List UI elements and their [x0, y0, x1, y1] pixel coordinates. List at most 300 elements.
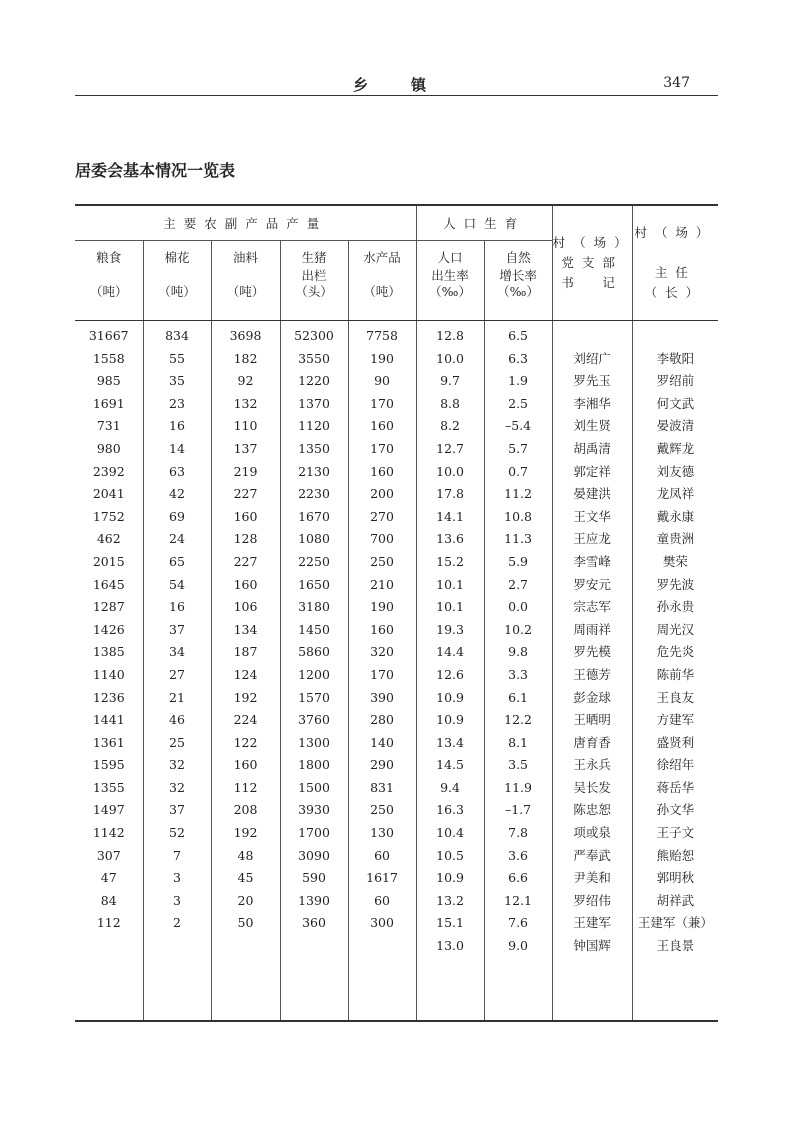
- table-row: [75, 528, 718, 551]
- cell-hogs: 1080: [280, 528, 348, 551]
- empty-cell: [552, 958, 632, 1021]
- cell-growth-rate: 3.3: [484, 664, 552, 687]
- cell-growth-rate: 6.3: [484, 348, 552, 371]
- cell-party-secretary: 晏建洪: [552, 483, 632, 506]
- cell-cotton: 7: [143, 845, 211, 868]
- cell-hogs: 1700: [280, 822, 348, 845]
- cell-oilseed: 219: [211, 461, 280, 484]
- cell-cotton: 32: [143, 777, 211, 800]
- table-row: [75, 799, 718, 822]
- table-row: [75, 777, 718, 800]
- cell-birth-rate: 8.8: [416, 393, 484, 416]
- cell-birth-rate: 10.0: [416, 348, 484, 371]
- header-line: 党支部: [561, 255, 623, 270]
- cell-hogs: 1390: [280, 890, 348, 913]
- cell-party-secretary: 陈忠恕: [552, 799, 632, 822]
- table-filler-row: [75, 958, 718, 1021]
- cell-cotton: 35: [143, 370, 211, 393]
- cell-cotton: 46: [143, 709, 211, 732]
- table-row: [75, 709, 718, 732]
- cell-cotton: 2: [143, 912, 211, 935]
- cell-oilseed: 227: [211, 483, 280, 506]
- cell-party-secretary: 王建军: [552, 912, 632, 935]
- cell-director: 危先炎: [632, 641, 718, 664]
- cell-aquatic: 7758: [348, 321, 416, 348]
- cell-grain: 1595: [92, 757, 125, 773]
- cell-aquatic: 130: [348, 822, 416, 845]
- cell-birth-rate: 10.9: [416, 867, 484, 890]
- cell-cotton: 55: [143, 348, 211, 371]
- cell-growth-rate: 5.9: [484, 551, 552, 574]
- cell-aquatic: 160: [348, 619, 416, 642]
- cell-aquatic: 200: [348, 483, 416, 506]
- cell-aquatic: 300: [348, 912, 416, 935]
- table-row: [75, 438, 718, 461]
- cell-oilseed: 124: [211, 664, 280, 687]
- column-name: 油料: [232, 250, 258, 265]
- cell-oilseed: 160: [211, 574, 280, 597]
- cell-growth-rate: 6.1: [484, 687, 552, 710]
- cell-party-secretary: 严奉武: [552, 845, 632, 868]
- cell-birth-rate: 9.7: [416, 370, 484, 393]
- cell-grain: 1645: [92, 576, 125, 592]
- table-row: [75, 506, 718, 529]
- cell-cotton: 3: [143, 867, 211, 890]
- cell-cotton: 16: [143, 596, 211, 619]
- table-row: [75, 619, 718, 642]
- group-header-agri-products: 主要农副产品产量: [75, 205, 416, 241]
- cell-hogs: 1450: [280, 619, 348, 642]
- cell-growth-rate: 12.1: [484, 890, 552, 913]
- cell-director: [632, 321, 718, 348]
- cell-party-secretary: 罗先模: [552, 641, 632, 664]
- cell-grain: 1287: [92, 599, 125, 615]
- column-header-birth-rate: [416, 241, 484, 321]
- cell-director: 龙凤祥: [632, 483, 718, 506]
- cell-aquatic: 140: [348, 732, 416, 755]
- cell-director: 童贵洲: [632, 528, 718, 551]
- cell-growth-rate: 0.7: [484, 461, 552, 484]
- cell-growth-rate: –1.7: [484, 799, 552, 822]
- cell-grain: 1355: [92, 779, 125, 795]
- cell-cotton: [143, 935, 211, 958]
- cell-oilseed: 20: [211, 890, 280, 913]
- table-row: [75, 393, 718, 416]
- cell-director: 方建军: [632, 709, 718, 732]
- cell-grain: 731: [96, 418, 121, 434]
- cell-party-secretary: 李湘华: [552, 393, 632, 416]
- cell-aquatic: 170: [348, 438, 416, 461]
- cell-cotton: 34: [143, 641, 211, 664]
- table-row: [75, 687, 718, 710]
- table-row: [75, 574, 718, 597]
- cell-oilseed: 137: [211, 438, 280, 461]
- table-row: [75, 890, 718, 913]
- cell-grain: 462: [96, 531, 121, 547]
- cell-oilseed: 45: [211, 867, 280, 890]
- cell-aquatic: 190: [348, 596, 416, 619]
- cell-hogs: 2250: [280, 551, 348, 574]
- cell-oilseed: 128: [211, 528, 280, 551]
- cell-hogs: 1120: [280, 415, 348, 438]
- table-row: [75, 641, 718, 664]
- cell-hogs: 1670: [280, 506, 348, 529]
- empty-cell: [143, 958, 211, 1021]
- cell-director: 樊荣: [632, 551, 718, 574]
- header-director: [632, 205, 718, 321]
- column-header-grain: [75, 241, 143, 321]
- cell-director: 刘友德: [632, 461, 718, 484]
- empty-cell: [348, 958, 416, 1021]
- cell-hogs: 52300: [280, 321, 348, 348]
- header-line: 书 记: [561, 275, 623, 290]
- cell-aquatic: 250: [348, 799, 416, 822]
- empty-cell: [484, 958, 552, 1021]
- column-unit: （吨）: [89, 284, 128, 299]
- cell-cotton: 834: [143, 321, 211, 348]
- cell-hogs: 3180: [280, 596, 348, 619]
- cell-hogs: 1370: [280, 393, 348, 416]
- cell-birth-rate: 10.9: [416, 687, 484, 710]
- cell-birth-rate: 15.1: [416, 912, 484, 935]
- cell-hogs: 1350: [280, 438, 348, 461]
- running-head: [75, 70, 718, 96]
- cell-party-secretary: 周雨祥: [552, 619, 632, 642]
- column-name: 出栏: [301, 268, 327, 283]
- cell-hogs: 1650: [280, 574, 348, 597]
- cell-director: 王子文: [632, 822, 718, 845]
- cell-director: 王良景: [632, 935, 718, 958]
- empty-cell: [632, 958, 718, 1021]
- village-committee-table: [75, 204, 718, 1022]
- cell-grain: 1441: [92, 712, 125, 728]
- cell-grain: 47: [100, 870, 117, 886]
- column-name: 人口: [437, 250, 463, 265]
- cell-birth-rate: 14.5: [416, 754, 484, 777]
- cell-director: 孙文华: [632, 799, 718, 822]
- cell-birth-rate: 10.1: [416, 596, 484, 619]
- cell-grain: 84: [100, 892, 117, 908]
- cell-grain: 1236: [92, 689, 125, 705]
- cell-aquatic: 60: [348, 890, 416, 913]
- cell-oilseed: 110: [211, 415, 280, 438]
- table-title: 居委会基本情况一览表: [75, 161, 236, 180]
- cell-hogs: 1570: [280, 687, 348, 710]
- cell-director: 盛贤利: [632, 732, 718, 755]
- cell-party-secretary: 项或泉: [552, 822, 632, 845]
- cell-aquatic: 160: [348, 461, 416, 484]
- cell-birth-rate: 16.3: [416, 799, 484, 822]
- cell-aquatic: 160: [348, 415, 416, 438]
- cell-growth-rate: 12.2: [484, 709, 552, 732]
- cell-aquatic: 210: [348, 574, 416, 597]
- column-unit: （吨）: [158, 284, 196, 299]
- cell-growth-rate: 11.2: [484, 483, 552, 506]
- table-row: [75, 912, 718, 935]
- cell-aquatic: 90: [348, 370, 416, 393]
- cell-party-secretary: 郭定祥: [552, 461, 632, 484]
- cell-oilseed: 134: [211, 619, 280, 642]
- cell-cotton: 37: [143, 619, 211, 642]
- cell-birth-rate: 19.3: [416, 619, 484, 642]
- column-unit: （吨）: [226, 284, 265, 299]
- cell-birth-rate: 10.5: [416, 845, 484, 868]
- cell-director: 何文武: [632, 393, 718, 416]
- cell-growth-rate: 3.6: [484, 845, 552, 868]
- table-row: [75, 867, 718, 890]
- page-number: 347: [663, 75, 690, 91]
- cell-birth-rate: 13.6: [416, 528, 484, 551]
- cell-cotton: 52: [143, 822, 211, 845]
- cell-grain: 980: [96, 440, 121, 456]
- cell-party-secretary: 吴长发: [552, 777, 632, 800]
- header-party-secretary: [552, 205, 635, 321]
- cell-oilseed: 224: [211, 709, 280, 732]
- cell-party-secretary: 罗安元: [552, 574, 632, 597]
- cell-oilseed: 160: [211, 506, 280, 529]
- cell-oilseed: 122: [211, 732, 280, 755]
- table-row: [75, 483, 718, 506]
- cell-hogs: 1220: [280, 370, 348, 393]
- cell-grain: 1361: [92, 734, 125, 750]
- cell-aquatic: [348, 935, 416, 958]
- column-name: 增长率: [499, 268, 537, 283]
- cell-oilseed: 187: [211, 641, 280, 664]
- cell-hogs: 1300: [280, 732, 348, 755]
- cell-oilseed: 192: [211, 687, 280, 710]
- cell-hogs: 590: [280, 867, 348, 890]
- cell-party-secretary: 罗先玉: [552, 370, 632, 393]
- cell-director: 陈前华: [632, 664, 718, 687]
- cell-growth-rate: 0.0: [484, 596, 552, 619]
- cell-birth-rate: 12.8: [416, 321, 484, 348]
- cell-hogs: 3550: [280, 348, 348, 371]
- cell-aquatic: 320: [348, 641, 416, 664]
- cell-birth-rate: 8.2: [416, 415, 484, 438]
- cell-director: 孙永贵: [632, 596, 718, 619]
- cell-oilseed: 192: [211, 822, 280, 845]
- cell-birth-rate: 14.4: [416, 641, 484, 664]
- cell-party-secretary: 王永兵: [552, 754, 632, 777]
- column-name: 生猪: [301, 250, 327, 265]
- cell-director: 罗绍前: [632, 370, 718, 393]
- cell-cotton: 65: [143, 551, 211, 574]
- cell-party-secretary: 钟国辉: [552, 935, 632, 958]
- cell-cotton: 69: [143, 506, 211, 529]
- cell-birth-rate: 15.2: [416, 551, 484, 574]
- table-row: [75, 754, 718, 777]
- cell-party-secretary: 彭金球: [552, 687, 632, 710]
- cell-oilseed: 160: [211, 754, 280, 777]
- cell-growth-rate: 9.0: [484, 935, 552, 958]
- cell-grain: 1558: [92, 350, 125, 366]
- column-name: 粮食: [96, 250, 122, 265]
- cell-oilseed: 106: [211, 596, 280, 619]
- cell-oilseed: [211, 935, 280, 958]
- cell-hogs: 3760: [280, 709, 348, 732]
- cell-cotton: 32: [143, 754, 211, 777]
- cell-cotton: 42: [143, 483, 211, 506]
- cell-birth-rate: 12.6: [416, 664, 484, 687]
- column-unit: （‰）: [429, 284, 471, 299]
- cell-birth-rate: 9.4: [416, 777, 484, 800]
- cell-aquatic: 250: [348, 551, 416, 574]
- table-row: [75, 415, 718, 438]
- cell-cotton: 63: [143, 461, 211, 484]
- cell-growth-rate: 1.9: [484, 370, 552, 393]
- cell-cotton: 3: [143, 890, 211, 913]
- table-row: [75, 596, 718, 619]
- cell-party-secretary: 尹美和: [552, 867, 632, 890]
- cell-cotton: 37: [143, 799, 211, 822]
- cell-growth-rate: 10.2: [484, 619, 552, 642]
- column-name: 自然: [505, 250, 531, 265]
- cell-party-secretary: 胡禹清: [552, 438, 632, 461]
- cell-aquatic: 190: [348, 348, 416, 371]
- cell-growth-rate: 6.6: [484, 867, 552, 890]
- cell-director: 戴永康: [632, 506, 718, 529]
- column-header-hogs: [280, 241, 348, 321]
- cell-party-secretary: 罗绍伟: [552, 890, 632, 913]
- cell-oilseed: 208: [211, 799, 280, 822]
- cell-director: 胡祥武: [632, 890, 718, 913]
- cell-birth-rate: 10.4: [416, 822, 484, 845]
- cell-party-secretary: 王文华: [552, 506, 632, 529]
- cell-birth-rate: 14.1: [416, 506, 484, 529]
- cell-hogs: 5860: [280, 641, 348, 664]
- cell-grain: 1142: [92, 825, 125, 841]
- cell-growth-rate: 6.5: [484, 321, 552, 348]
- cell-director: 蒋岳华: [632, 777, 718, 800]
- empty-cell: [280, 958, 348, 1021]
- cell-hogs: 3930: [280, 799, 348, 822]
- cell-oilseed: 132: [211, 393, 280, 416]
- cell-birth-rate: 17.8: [416, 483, 484, 506]
- cell-growth-rate: 2.5: [484, 393, 552, 416]
- cell-growth-rate: 10.8: [484, 506, 552, 529]
- cell-aquatic: 290: [348, 754, 416, 777]
- cell-growth-rate: 3.5: [484, 754, 552, 777]
- cell-hogs: 3090: [280, 845, 348, 868]
- cell-director: 李敬阳: [632, 348, 718, 371]
- cell-aquatic: 831: [348, 777, 416, 800]
- table-row: [75, 461, 718, 484]
- cell-grain: 307: [96, 847, 121, 863]
- column-unit: （‰）: [497, 284, 539, 299]
- cell-grain: 2015: [92, 553, 125, 569]
- cell-hogs: 1800: [280, 754, 348, 777]
- cell-cotton: 25: [143, 732, 211, 755]
- cell-aquatic: 60: [348, 845, 416, 868]
- cell-birth-rate: 10.0: [416, 461, 484, 484]
- cell-grain: [75, 935, 143, 958]
- column-unit: （头）: [295, 284, 333, 299]
- table-row: [75, 845, 718, 868]
- cell-growth-rate: 7.8: [484, 822, 552, 845]
- cell-hogs: 360: [280, 912, 348, 935]
- cell-birth-rate: 10.1: [416, 574, 484, 597]
- table-row: [75, 348, 718, 371]
- table-row: [75, 732, 718, 755]
- cell-party-secretary: 刘绍广: [552, 348, 632, 371]
- column-name: 棉花: [164, 250, 190, 265]
- column-header-aquatic: [348, 241, 416, 321]
- empty-cell: [211, 958, 280, 1021]
- cell-grain: 1752: [92, 508, 125, 524]
- table-row: [75, 664, 718, 687]
- cell-cotton: 23: [143, 393, 211, 416]
- table-row: [75, 935, 718, 958]
- table-row: [75, 321, 718, 348]
- cell-hogs: 1500: [280, 777, 348, 800]
- cell-oilseed: 112: [211, 777, 280, 800]
- cell-director: 周光汉: [632, 619, 718, 642]
- cell-growth-rate: 8.1: [484, 732, 552, 755]
- header-line: 主任（长）: [644, 265, 707, 300]
- cell-director: 郭明秋: [632, 867, 718, 890]
- header-line: 村（场）: [552, 235, 635, 250]
- cell-hogs: 1200: [280, 664, 348, 687]
- cell-party-secretary: 王应龙: [552, 528, 632, 551]
- cell-party-secretary: 刘生贤: [552, 415, 632, 438]
- cell-growth-rate: 5.7: [484, 438, 552, 461]
- cell-hogs: [280, 935, 348, 958]
- cell-aquatic: 700: [348, 528, 416, 551]
- cell-director: 晏波清: [632, 415, 718, 438]
- column-header-growth-rate: [484, 241, 552, 321]
- cell-birth-rate: 12.7: [416, 438, 484, 461]
- cell-grain: 2392: [92, 463, 125, 479]
- cell-hogs: 2230: [280, 483, 348, 506]
- cell-grain: 2041: [92, 486, 125, 502]
- cell-oilseed: 92: [211, 370, 280, 393]
- cell-grain: 1691: [92, 395, 125, 411]
- group-header-population: 人口生育: [416, 205, 552, 241]
- cell-aquatic: 170: [348, 393, 416, 416]
- cell-cotton: 21: [143, 687, 211, 710]
- cell-growth-rate: 11.3: [484, 528, 552, 551]
- cell-aquatic: 280: [348, 709, 416, 732]
- cell-aquatic: 270: [348, 506, 416, 529]
- cell-aquatic: 390: [348, 687, 416, 710]
- cell-birth-rate: 13.4: [416, 732, 484, 755]
- cell-cotton: 16: [143, 415, 211, 438]
- running-head-title: 乡 镇: [352, 76, 440, 94]
- cell-growth-rate: 2.7: [484, 574, 552, 597]
- cell-grain: 112: [96, 915, 121, 931]
- cell-growth-rate: 7.6: [484, 912, 552, 935]
- cell-grain: 1497: [92, 802, 125, 818]
- cell-director: 戴辉龙: [632, 438, 718, 461]
- cell-grain: 31667: [88, 328, 129, 343]
- cell-birth-rate: 13.0: [416, 935, 484, 958]
- cell-director: 罗先波: [632, 574, 718, 597]
- cell-cotton: 14: [143, 438, 211, 461]
- cell-party-secretary: 宗志军: [552, 596, 632, 619]
- cell-director: 王良友: [632, 687, 718, 710]
- empty-cell: [75, 958, 143, 1021]
- cell-growth-rate: –5.4: [484, 415, 552, 438]
- cell-cotton: 54: [143, 574, 211, 597]
- cell-oilseed: 50: [211, 912, 280, 935]
- cell-birth-rate: 13.2: [416, 890, 484, 913]
- cell-party-secretary: 李雪峰: [552, 551, 632, 574]
- cell-grain: 985: [96, 373, 121, 389]
- column-header-cotton: [143, 241, 211, 321]
- cell-grain: 1140: [92, 666, 125, 682]
- column-name: 出生率: [431, 268, 469, 283]
- cell-party-secretary: 王德芳: [552, 664, 632, 687]
